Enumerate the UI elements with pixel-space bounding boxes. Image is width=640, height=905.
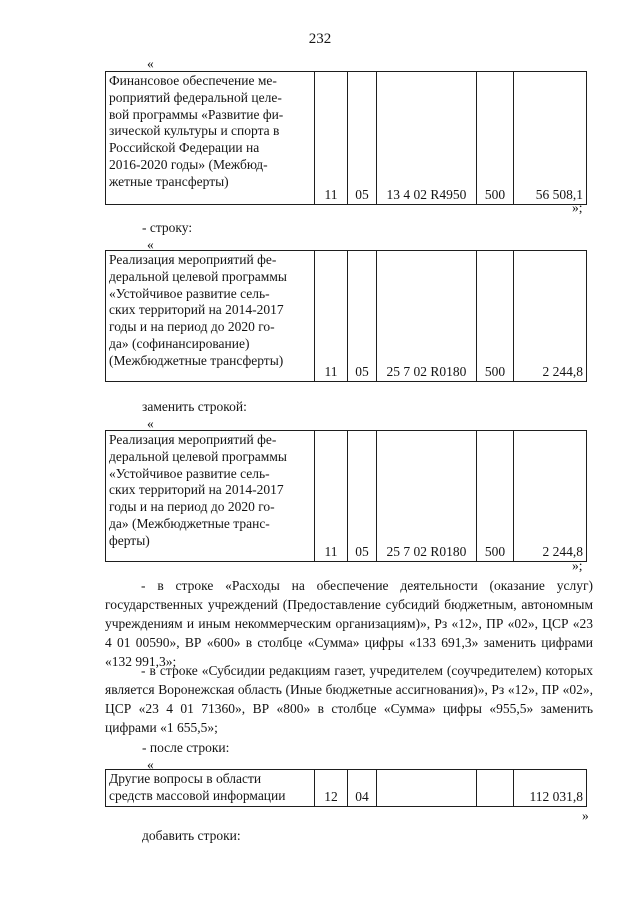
row-name-text: Финансовое обеспечение ме- роприятий федеральной целе- вой программы «Развитие фи- зической культуры и спорта в Российской Федерации на 2016-2020 годы» (Межбюд- жетные трансферты) [109,73,284,189]
quote-open: « [147,56,154,71]
csr-cell: 25 7 02 R0180 [377,431,477,562]
quote-open: « [147,416,154,431]
row-name-text: Реализация мероприятий фе- деральной целевой программы «Устойчивое развитие сель- ских территорий на 2014-2017 годы и на период до 2020 го- да» (Межбюджетные транс- ферты) [109,432,287,548]
table-row [106,251,587,382]
row-name [106,72,315,205]
csr-cell: 13 4 02 R4950 [377,72,477,205]
rz-cell: 11 [315,431,348,562]
csr-cell: 25 7 02 R0180 [377,251,477,382]
pr-cell: 04 [348,770,377,807]
amendment-paragraph-1 [105,576,593,671]
row-name [106,431,315,562]
pr-cell: 05 [348,72,377,205]
row-name [106,770,315,807]
sum-cell: 2 244,8 [514,251,587,382]
budget-table-1 [105,71,587,205]
label-dobavit: добавить строки: [142,828,241,843]
budget-table-2 [105,250,587,382]
rz-cell: 11 [315,251,348,382]
label-zamenit: заменить строкой: [142,399,247,414]
quote-open: « [147,237,154,252]
csr-cell [377,770,477,807]
table-row [106,431,587,562]
table-row [106,72,587,205]
vr-cell: 500 [477,72,514,205]
vr-cell: 500 [477,431,514,562]
budget-table-3 [105,430,587,562]
table-row [106,770,587,807]
quote-open: « [147,757,154,772]
pr-cell: 05 [348,431,377,562]
page-number: 232 [308,31,332,47]
vr-cell: 500 [477,251,514,382]
budget-table-4 [105,769,587,807]
amendment-paragraph-2 [105,661,593,737]
row-name-text: Другие вопросы в области средств массовой информации [109,771,286,803]
paragraph-text: - в строке «Расходы на обеспечение деятельности (оказание услуг) государственных учреждений (Предоставление субсидий бюджетным, автономным учреждениям и иным некоммерческим организациям)», Рз «12», ПР «02», ЦСР «23 4 01 00590», ВР «600» в столбце «Сумма» цифры «133 691,3» заменить цифрами «132 991,3»; [105,578,593,669]
rz-cell: 11 [315,72,348,205]
label-stroku: - строку: [142,220,193,235]
vr-cell [477,770,514,807]
row-name-text: Реализация мероприятий фе- деральной целевой программы «Устойчивое развитие сель- ских территорий на 2014-2017 годы и на период до 2020 го- да» (софинансирование) (Межбюджетные трансферты) [109,252,287,368]
quote-close: »; [572,200,583,215]
sum-cell: 112 031,8 [514,770,587,807]
paragraph-text: - в строке «Субсидии редакциям газет, учредителем (соучредителем) которых является Воронежская область (Иные бюджетные ассигнования)», Рз «12», ПР «02», ЦСР «23 4 01 71360», ВР «800» в столбце «Сумма» цифры «955,5» заменить цифрами «1 655,5»; [105,663,593,735]
row-name [106,251,315,382]
quote-close: » [582,808,589,823]
pr-cell: 05 [348,251,377,382]
rz-cell: 12 [315,770,348,807]
sum-cell: 56 508,1 [514,72,587,205]
label-posle: - после строки: [142,740,230,755]
sum-cell: 2 244,8 [514,431,587,562]
quote-close: »; [572,558,583,573]
